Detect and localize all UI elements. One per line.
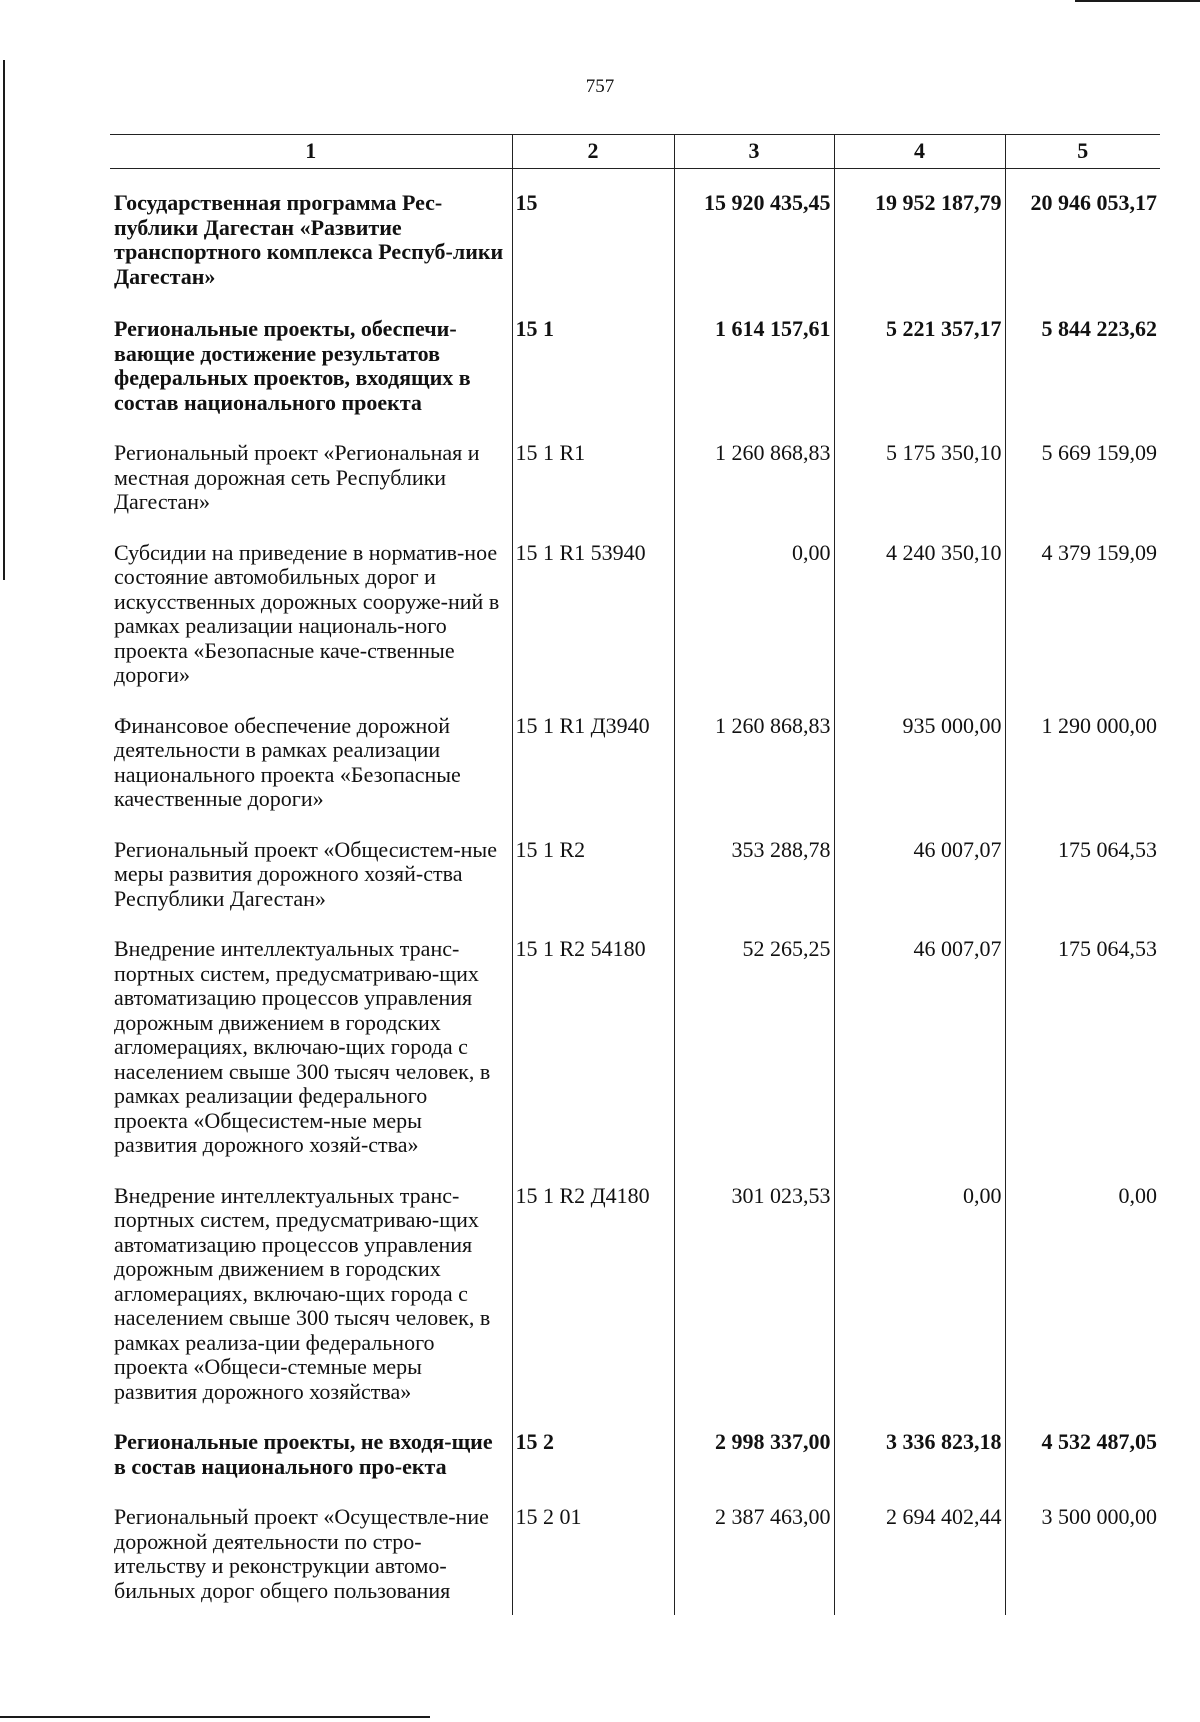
header-col-5: 5 <box>1005 135 1160 169</box>
row-value-col3: 0,00 <box>674 525 834 698</box>
header-col-3: 3 <box>674 135 834 169</box>
row-code: 15 1 <box>512 301 674 425</box>
table-row <box>110 822 1160 922</box>
header-row <box>110 135 1160 169</box>
row-name: Внедрение интеллектуальных транс-портных систем, предусматриваю-щих автоматизацию процессов управления дорожным движением в городских агломерациях, включаю-щих города с населением свыше 300 тысяч человек, в рамках реализа-ции федерального проекта «Общеси-стемные меры развития дорожного хозяйства» <box>114 1182 491 1404</box>
row-value-col4: 19 952 187,79 <box>834 169 1005 302</box>
row-name: Субсидии на приведение в норматив-ное состояние автомобильных дорог и искусственных дорожных сооруже-ний в рамках реализации националь-ного проекта «Безопасные каче-ственные дороги» <box>114 539 500 687</box>
row-value-col3: 15 920 435,45 <box>674 169 834 302</box>
table-row <box>110 1168 1160 1415</box>
row-name: Региональный проект «Региональная и местная дорожная сеть Республики Дагестан» <box>114 440 480 514</box>
row-value-col3: 52 265,25 <box>674 921 834 1168</box>
row-value-col5: 4 532 487,05 <box>1005 1414 1160 1489</box>
table-row <box>110 169 1160 302</box>
row-value-col4: 5 175 350,10 <box>834 425 1005 525</box>
row-code: 15 1 R2 54180 <box>512 921 674 1168</box>
row-value-col3: 1 260 868,83 <box>674 425 834 525</box>
row-value-col3: 2 387 463,00 <box>674 1489 834 1615</box>
row-value-col4: 0,00 <box>834 1168 1005 1415</box>
row-value-col4: 46 007,07 <box>834 921 1005 1168</box>
row-value-col4: 2 694 402,44 <box>834 1489 1005 1615</box>
row-value-col4: 935 000,00 <box>834 698 1005 822</box>
row-value-col5: 1 290 000,00 <box>1005 698 1160 822</box>
row-name: Региональные проекты, не входя-щие в состав национального про-екта <box>114 1429 493 1479</box>
header-col-4: 4 <box>834 135 1005 169</box>
header-col-2: 2 <box>512 135 674 169</box>
row-code: 15 1 R1 <box>512 425 674 525</box>
row-value-col3: 353 288,78 <box>674 822 834 922</box>
scan-edge-left <box>3 60 5 580</box>
row-value-col5: 175 064,53 <box>1005 921 1160 1168</box>
row-value-col4: 46 007,07 <box>834 822 1005 922</box>
scan-edge-top-right <box>1075 0 1200 2</box>
row-code: 15 1 R2 <box>512 822 674 922</box>
row-code: 15 1 R2 Д4180 <box>512 1168 674 1415</box>
row-code: 15 1 R1 Д3940 <box>512 698 674 822</box>
row-name: Региональный проект «Общесистем-ные меры развития дорожного хозяй-ства Республики Дагестан» <box>114 836 497 911</box>
row-value-col5: 5 669 159,09 <box>1005 425 1160 525</box>
row-value-col4: 3 336 823,18 <box>834 1414 1005 1489</box>
table-row <box>110 698 1160 822</box>
row-value-col5: 5 844 223,62 <box>1005 301 1160 425</box>
header-col-1: 1 <box>110 135 512 169</box>
row-code: 15 1 R1 53940 <box>512 525 674 698</box>
row-value-col5: 175 064,53 <box>1005 822 1160 922</box>
row-name: Внедрение интеллектуальных транс-портных систем, предусматриваю-щих автоматизацию процессов управления дорожным движением в городских агломерациях, включаю-щих города с населением свыше 300 тысяч человек, в рамках реализации федерального проекта «Общесистем-ные меры развития дорожного хозяй-ства» <box>114 936 491 1157</box>
budget-table <box>110 134 1160 1615</box>
row-name: Финансовое обеспечение дорожной деятельности в рамках реализации национального проекта «Безопасные качественные дороги» <box>114 712 461 811</box>
row-name: Региональные проекты, обеспечи-вающие достижение результатов федеральных проектов, входящих в состав национального проекта <box>114 316 471 415</box>
table-row <box>110 425 1160 525</box>
row-value-col3: 1 614 157,61 <box>674 301 834 425</box>
row-value-col5: 0,00 <box>1005 1168 1160 1415</box>
row-value-col5: 20 946 053,17 <box>1005 169 1160 302</box>
row-code: 15 2 <box>512 1414 674 1489</box>
scan-edge-bottom <box>0 1716 430 1718</box>
table-row <box>110 1414 1160 1489</box>
row-value-col4: 5 221 357,17 <box>834 301 1005 425</box>
row-value-col3: 1 260 868,83 <box>674 698 834 822</box>
row-code: 15 <box>512 169 674 302</box>
row-value-col3: 2 998 337,00 <box>674 1414 834 1489</box>
row-code: 15 2 01 <box>512 1489 674 1615</box>
row-value-col3: 301 023,53 <box>674 1168 834 1415</box>
table-row <box>110 301 1160 425</box>
row-value-col4: 4 240 350,10 <box>834 525 1005 698</box>
row-value-col5: 4 379 159,09 <box>1005 525 1160 698</box>
page-number: 757 <box>585 76 615 97</box>
row-name: Государственная программа Рес-публики Дагестан «Развитие транспортного комплекса Респуб-лики Дагестан» <box>114 190 504 289</box>
row-value-col5: 3 500 000,00 <box>1005 1489 1160 1615</box>
table-row <box>110 921 1160 1168</box>
row-name: Региональный проект «Осуществле-ние дорожной деятельности по стро-ительству и реконструкции автомо-бильных дорог общего пользования <box>114 1504 489 1603</box>
table-row <box>110 525 1160 698</box>
table-row <box>110 1489 1160 1615</box>
